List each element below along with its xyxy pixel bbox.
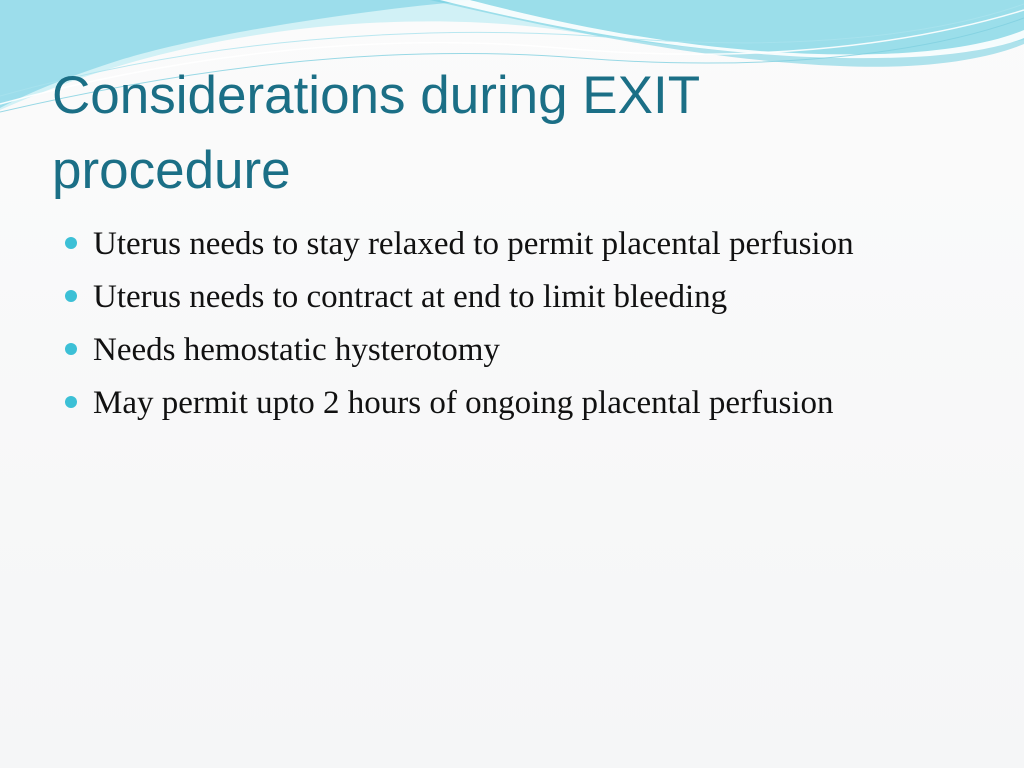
bullet-item: [62, 275, 922, 320]
bullet-text: May permit upto 2 hours of ongoing placental perfusion: [93, 385, 834, 421]
bullet-text: Uterus needs to stay relaxed to permit placental perfusion: [93, 226, 854, 262]
bullet-item: [62, 381, 922, 426]
bullet-list: [62, 222, 922, 434]
bullet-item: [62, 222, 922, 267]
bullet-dot-icon: [65, 237, 77, 249]
bullet-dot-icon: [65, 343, 77, 355]
slide-title: Considerations during EXIT procedure: [52, 66, 700, 200]
bullet-item: [62, 328, 922, 373]
bullet-dot-icon: [65, 290, 77, 302]
bullet-text: Uterus needs to contract at end to limit bleeding: [93, 279, 728, 315]
bullet-text: Needs hemostatic hysterotomy: [93, 332, 500, 368]
bullet-dot-icon: [65, 396, 77, 408]
